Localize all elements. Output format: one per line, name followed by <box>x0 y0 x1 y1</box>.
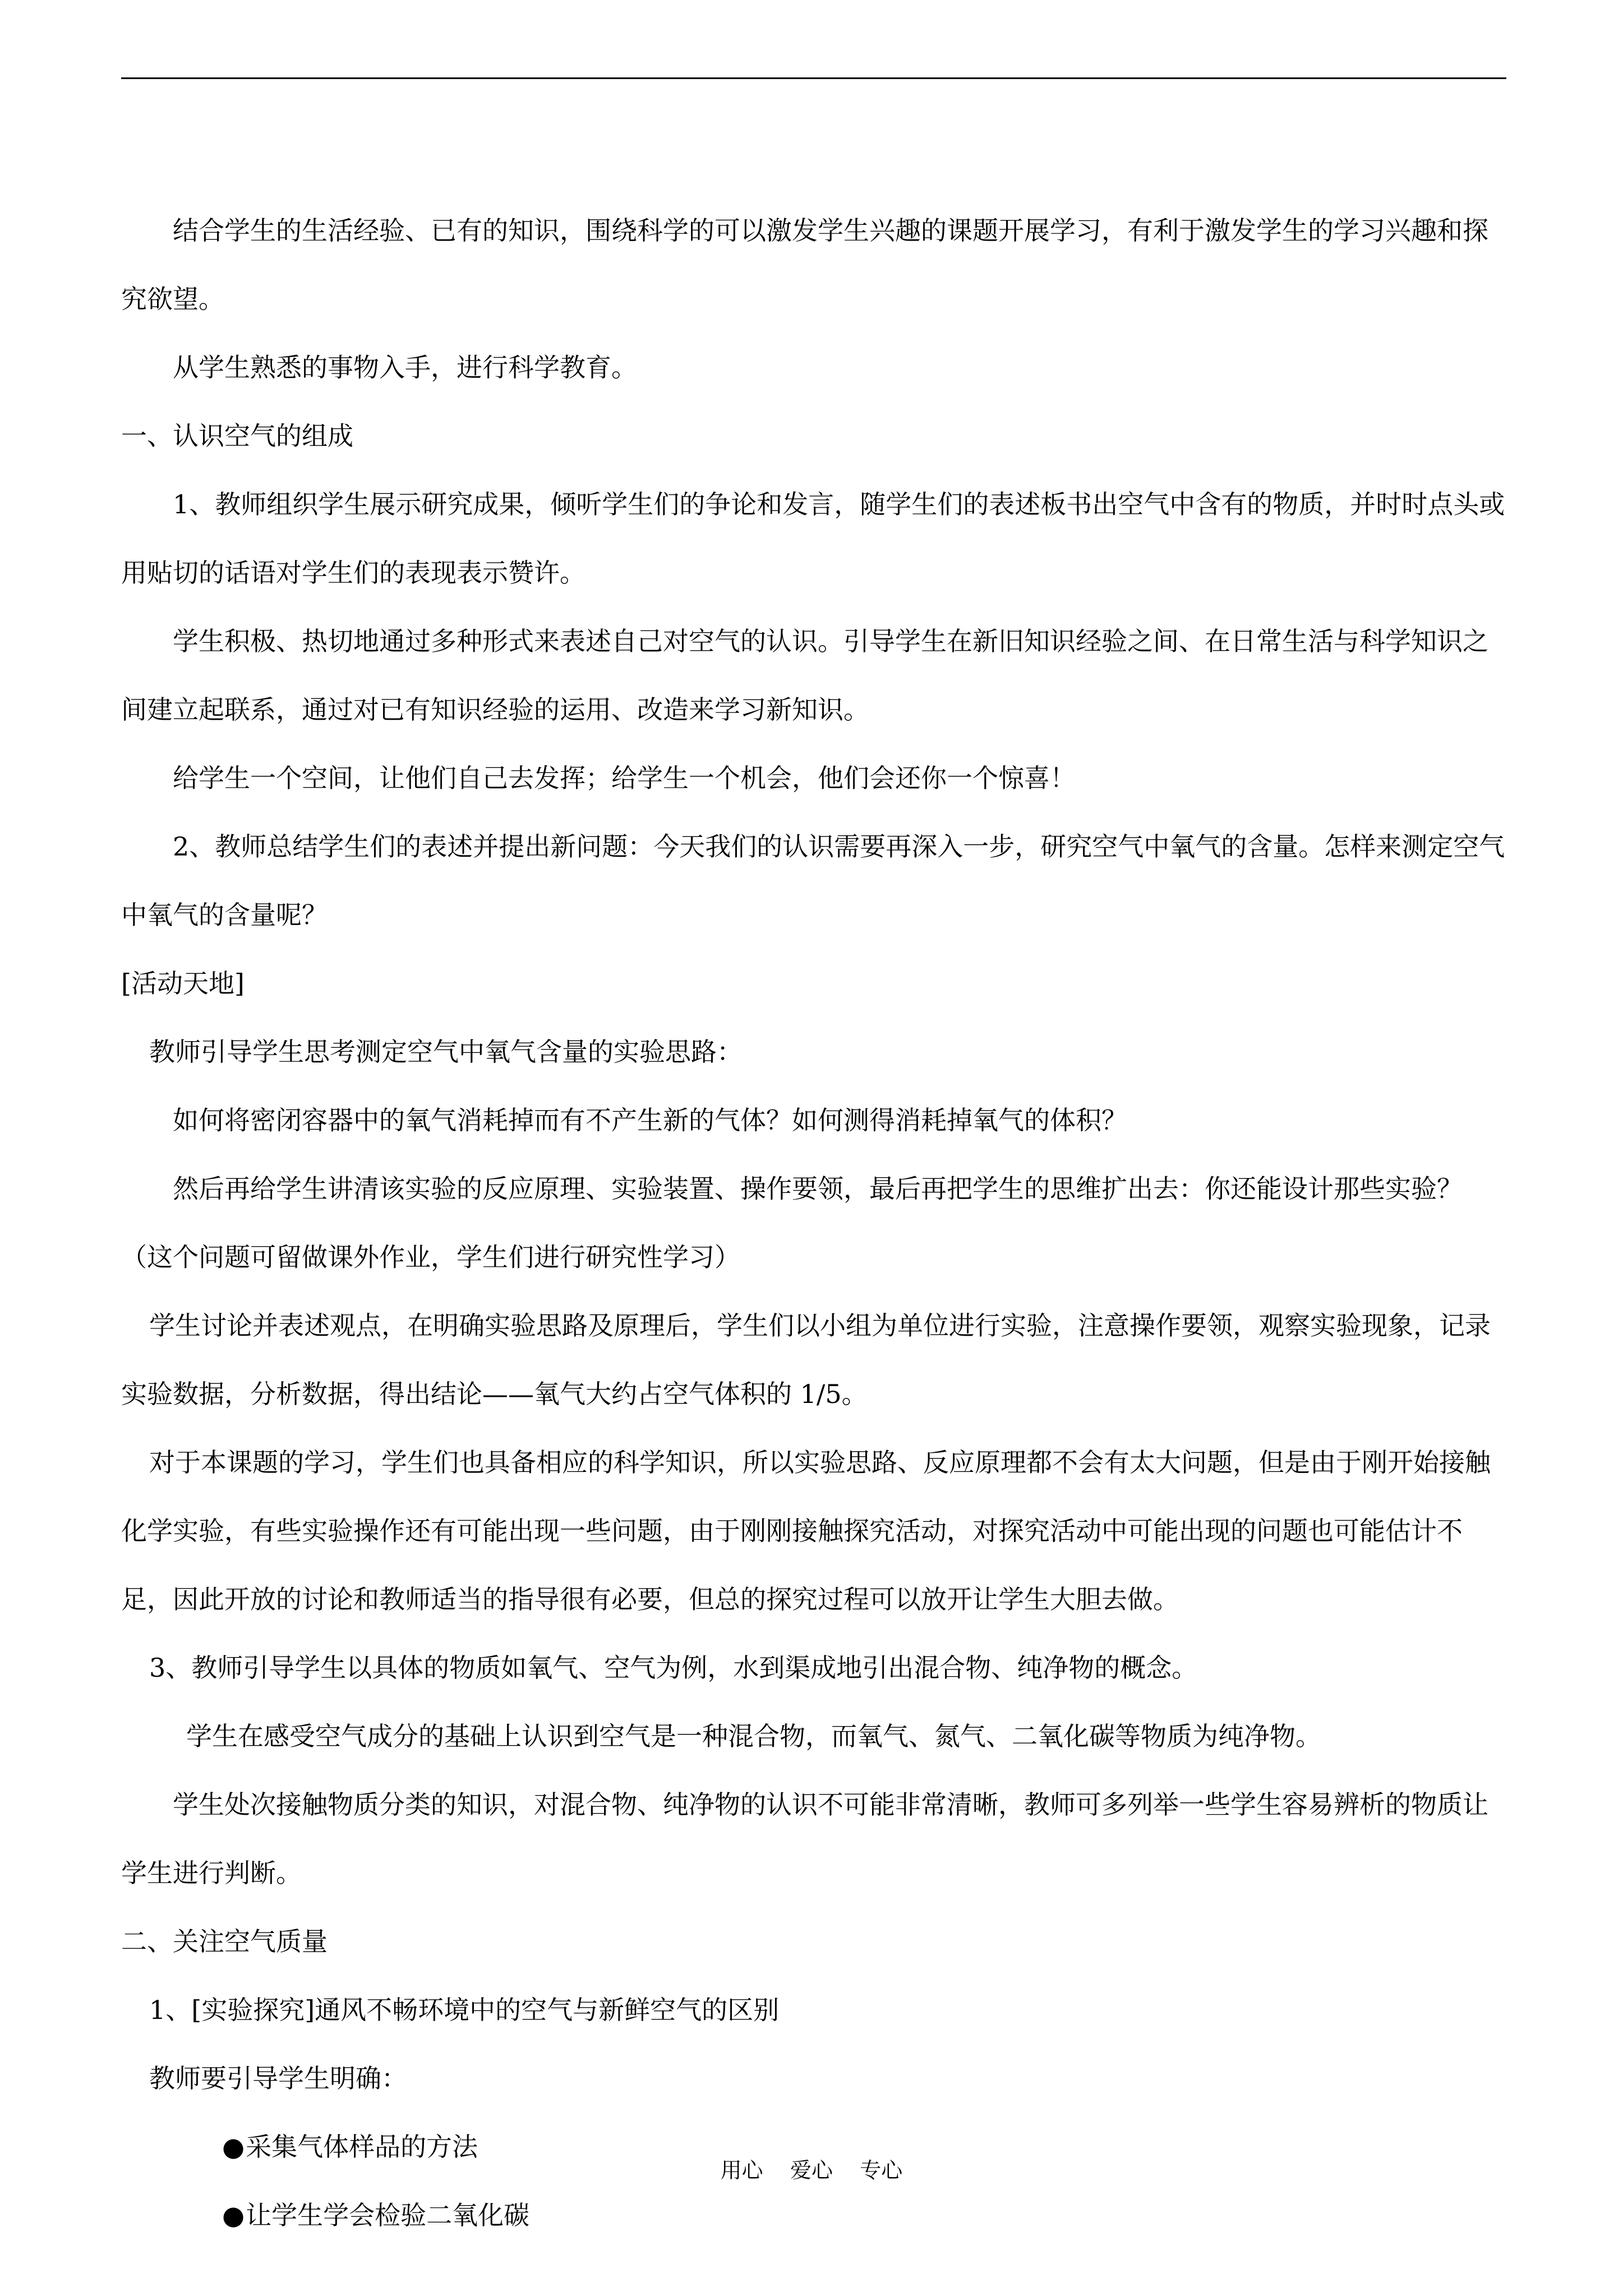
paragraph: 学生讨论并表述观点，在明确实验思路及原理后，学生们以小组为单位进行实验，注意操作要领，观察实验现象，记录实验数据，分析数据，得出结论——氧气大约占空气体积的 1/5。 <box>121 1310 1491 1409</box>
bullet-text: 让学生学会检验二氧化碳 <box>246 2200 530 2230</box>
paragraph: 对于本课题的学习，学生们也具备相应的科学知识，所以实验思路、反应原理都不会有太大问题，但是由于刚开始接触化学实验，有些实验操作还有可能出现一些问题，由于刚刚接触探究活动，对探究活动中可能出现的问题也可能估计不足，因此开放的讨论和教师适当的指导很有必要，但总的探究过程可以放开让学生大胆去做。 <box>121 1447 1491 1614</box>
paragraph: 然后再给学生讲清该实验的反应原理、实验装置、操作要领，最后再把学生的思维扩出去：你还能设计那些实验？（这个问题可留做课外作业，学生们进行研究性学习） <box>121 1174 1463 1272</box>
paragraph: 如何将密闭容器中的氧气消耗掉而有不产生新的气体？如何测得消耗掉氧气的体积？ <box>173 1105 1127 1135</box>
paragraph: 给学生一个空间，让他们自己去发挥；给学生一个机会，他们会还你一个惊喜！ <box>173 763 1076 793</box>
bullet-item <box>121 2181 1506 2249</box>
header-rule <box>121 77 1506 79</box>
activity-heading: [活动天地] <box>121 968 245 999</box>
page-footer: 用心 爱心 专心 <box>720 2158 903 2183</box>
bullet-dot-icon: ● <box>222 2132 245 2162</box>
paragraph: 1、[实验探究]通风不畅环境中的空气与新鲜空气的区别 <box>149 1995 780 2025</box>
paragraph: 学生积极、热切地通过多种形式来表述自己对空气的认识。引导学生在新旧知识经验之间、在日常生活与科学知识之间建立起联系，通过对已有知识经验的运用、改造来学习新知识。 <box>121 626 1488 725</box>
paragraph: 教师要引导学生明确： <box>149 2063 407 2093</box>
section-heading: 二、关注空气质量 <box>121 1926 328 1957</box>
paragraph: 结合学生的生活经验、已有的知识，围绕科学的可以激发学生兴趣的课题开展学习，有利于激发学生的学习兴趣和探究欲望。 <box>121 215 1488 314</box>
paragraph: 3、教师引导学生以具体的物质如氧气、空气为例，水到渠成地引出混合物、纯净物的概念。 <box>149 1653 1198 1683</box>
paragraph: 从学生熟悉的事物入手，进行科学教育。 <box>173 352 637 383</box>
paragraph: 学生在感受空气成分的基础上认识到空气是一种混合物，而氧气、氮气、二氧化碳等物质为纯净物。 <box>186 1721 1321 1751</box>
paragraph: 学生处次接触物质分类的知识，对混合物、纯净物的认识不可能非常清晰，教师可多列举一些学生容易辨析的物质让学生进行判断。 <box>121 1789 1488 1888</box>
paragraph: 2、教师总结学生们的表述并提出新问题：今天我们的认识需要再深入一步，研究空气中氧气的含量。怎样来测定空气中氧气的含量呢？ <box>121 831 1505 930</box>
bullet-dot-icon: ● <box>222 2200 245 2230</box>
document-body <box>121 196 1506 2249</box>
bullet-text: 采集气体样品的方法 <box>246 2132 478 2162</box>
paragraph: 1、教师组织学生展示研究成果，倾听学生们的争论和发言，随学生们的表述板书出空气中含有的物质，并时时点头或用贴切的话语对学生们的表现表示赞许。 <box>121 489 1505 588</box>
section-heading: 一、认识空气的组成 <box>121 421 353 451</box>
paragraph: 教师引导学生思考测定空气中氧气含量的实验思路： <box>149 1037 743 1067</box>
